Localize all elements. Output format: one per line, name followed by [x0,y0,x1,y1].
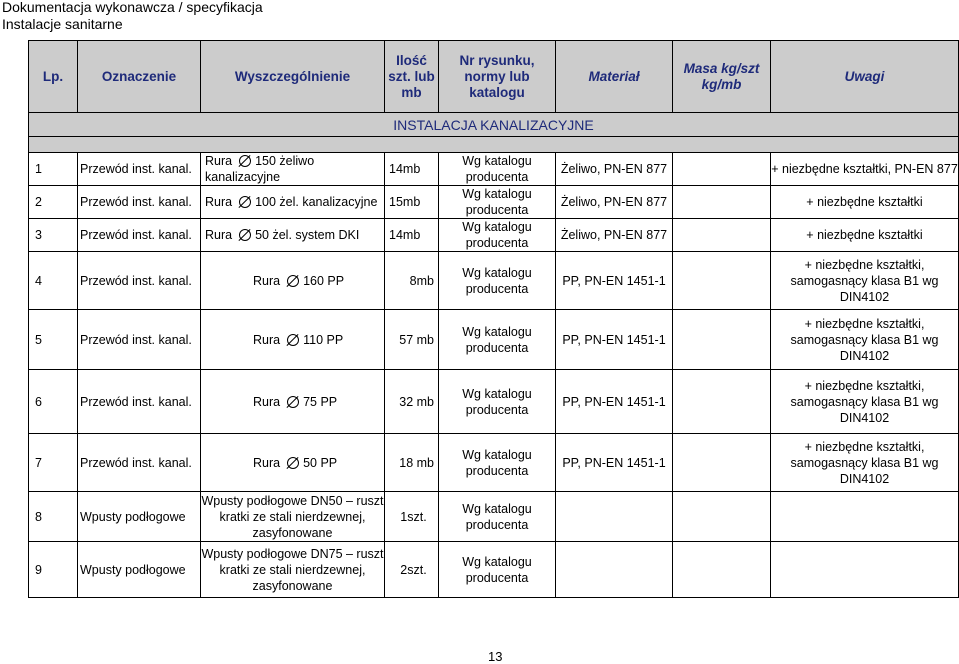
cell-uwagi [771,492,959,542]
pipe-spec: 100 żel. kanalizacyjne [255,195,378,209]
cell-masa [673,153,771,186]
pipe-label: Rura [205,228,233,242]
cell-uwagi: + niezbędne kształtki [771,219,959,252]
cell-lp: 6 [29,370,78,434]
header-oznaczenie: Oznaczenie [78,41,201,113]
cell-oznaczenie: Wpusty podłogowe [78,542,201,598]
diameter-icon [286,274,299,287]
header-row [29,41,959,113]
cell-wyszczegolnienie [201,310,385,370]
cell-uwagi: + niezbędne kształtki, samogasnący klasa B1 wg DIN4102 [771,252,959,310]
cell-material: Żeliwo, PN-EN 877 [556,153,673,186]
cell-wyszczegolnienie [201,434,385,492]
cell-masa [673,186,771,219]
cell-lp: 1 [29,153,78,186]
cell-ilosc: 15mb [385,186,439,219]
cell-katalog: Wg katalogu producenta [439,492,556,542]
cell-lp: 9 [29,542,78,598]
pipe-spec: 50 PP [303,455,338,470]
table-row [29,370,959,434]
cell-material [556,542,673,598]
document-title [2,0,263,33]
pipe-label: Rura [205,154,233,168]
diameter-icon [286,333,299,346]
cell-oznaczenie: Przewód inst. kanal. [78,252,201,310]
section-row [29,113,959,137]
cell-katalog: Wg katalogu producenta [439,219,556,252]
cell-lp: 5 [29,310,78,370]
diameter-icon [238,195,251,208]
page-number: 13 [488,649,503,664]
table-row [29,492,959,542]
cell-katalog: Wg katalogu producenta [439,542,556,598]
cell-ilosc: 57 mb [385,310,439,370]
cell-oznaczenie: Przewód inst. kanal. [78,310,201,370]
header-wyszczegolnienie: Wyszczególnienie [201,41,385,113]
document-title-line1: Dokumentacja wykonawcza / specyfikacja [2,0,263,15]
cell-ilosc: 2szt. [385,542,439,598]
cell-wyszczegolnienie [201,370,385,434]
cell-material: Żeliwo, PN-EN 877 [556,219,673,252]
pipe-label: Rura [253,273,281,288]
diameter-icon [238,154,251,167]
cell-masa [673,310,771,370]
cell-lp: 7 [29,434,78,492]
cell-wyszczegolnienie: Wpusty podłogowe DN50 – ruszt kratki ze stali nierdzewnej, zasyfonowane [201,493,384,540]
table-body [29,153,959,598]
cell-wyszczegolnienie [201,153,385,186]
cell-oznaczenie: Przewód inst. kanal. [78,434,201,492]
table-row [29,186,959,219]
pipe-spec: 150 żeliwo kanalizacyjne [205,154,315,184]
table-row [29,434,959,492]
cell-uwagi: + niezbędne kształtki [771,186,959,219]
specification-table [28,40,959,598]
cell-masa [673,492,771,542]
pipe-spec: 75 PP [303,394,338,409]
cell-masa [673,542,771,598]
cell-lp: 4 [29,252,78,310]
cell-lp: 8 [29,492,78,542]
cell-material: PP, PN-EN 1451-1 [556,310,673,370]
cell-ilosc: 32 mb [385,370,439,434]
cell-katalog: Wg katalogu producenta [439,310,556,370]
cell-oznaczenie: Wpusty podłogowe [78,492,201,542]
cell-material: PP, PN-EN 1451-1 [556,370,673,434]
header-nr-rysunku: Nr rysunku, normy lub katalogu [439,41,556,113]
cell-oznaczenie: Przewód inst. kanal. [78,153,201,186]
cell-katalog: Wg katalogu producenta [439,370,556,434]
table-row [29,219,959,252]
cell-wyszczegolnienie [201,186,385,219]
cell-lp: 2 [29,186,78,219]
cell-uwagi: + niezbędne kształtki, samogasnący klasa B1 wg DIN4102 [771,310,959,370]
pipe-spec: 160 PP [303,273,345,288]
cell-uwagi [771,542,959,598]
cell-lp: 3 [29,219,78,252]
cell-masa [673,219,771,252]
cell-katalog: Wg katalogu producenta [439,153,556,186]
pipe-label: Rura [205,195,233,209]
cell-oznaczenie: Przewód inst. kanal. [78,370,201,434]
cell-katalog: Wg katalogu producenta [439,434,556,492]
header-uwagi: Uwagi [771,41,959,113]
table-row [29,153,959,186]
spacer-row [29,137,959,153]
cell-uwagi: + niezbędne kształtki, PN-EN 877 [771,153,959,186]
diameter-icon [238,228,251,241]
pipe-spec: 50 żel. system DKI [255,228,360,242]
document-title-line2: Instalacje sanitarne [2,16,123,32]
table-row [29,252,959,310]
cell-ilosc: 18 mb [385,434,439,492]
cell-oznaczenie: Przewód inst. kanal. [78,219,201,252]
diameter-icon [286,456,299,469]
cell-material: PP, PN-EN 1451-1 [556,434,673,492]
pipe-spec: 110 PP [303,332,344,347]
header-ilosc: Ilość szt. lub mb [385,41,439,113]
cell-material: Żeliwo, PN-EN 877 [556,186,673,219]
pipe-label: Rura [253,455,281,470]
cell-material [556,492,673,542]
header-lp: Lp. [29,41,78,113]
pipe-label: Rura [253,332,281,347]
header-material: Materiał [556,41,673,113]
cell-wyszczegolnienie: Wpusty podłogowe DN75 – ruszt kratki ze stali nierdzewnej, zasyfonowane [201,542,385,598]
section-title: INSTALACJA KANALIZACYJNE [29,113,959,137]
cell-katalog: Wg katalogu producenta [439,186,556,219]
cell-masa [673,434,771,492]
cell-ilosc: 8mb [385,252,439,310]
cell-katalog: Wg katalogu producenta [439,252,556,310]
cell-masa [673,252,771,310]
cell-ilosc: 14mb [385,153,439,186]
header-masa: Masa kg/szt kg/mb [673,41,771,113]
cell-wyszczegolnienie [201,219,385,252]
pipe-label: Rura [253,394,281,409]
cell-masa [673,370,771,434]
cell-uwagi: + niezbędne kształtki, samogasnący klasa B1 wg DIN4102 [771,434,959,492]
cell-uwagi: + niezbędne kształtki, samogasnący klasa B1 wg DIN4102 [771,370,959,434]
cell-ilosc: 1szt. [385,492,439,542]
cell-ilosc: 14mb [385,219,439,252]
table-row [29,542,959,598]
cell-wyszczegolnienie [201,252,385,310]
diameter-icon [286,395,299,408]
cell-material: PP, PN-EN 1451-1 [556,252,673,310]
cell-oznaczenie: Przewód inst. kanal. [78,186,201,219]
table-row [29,310,959,370]
